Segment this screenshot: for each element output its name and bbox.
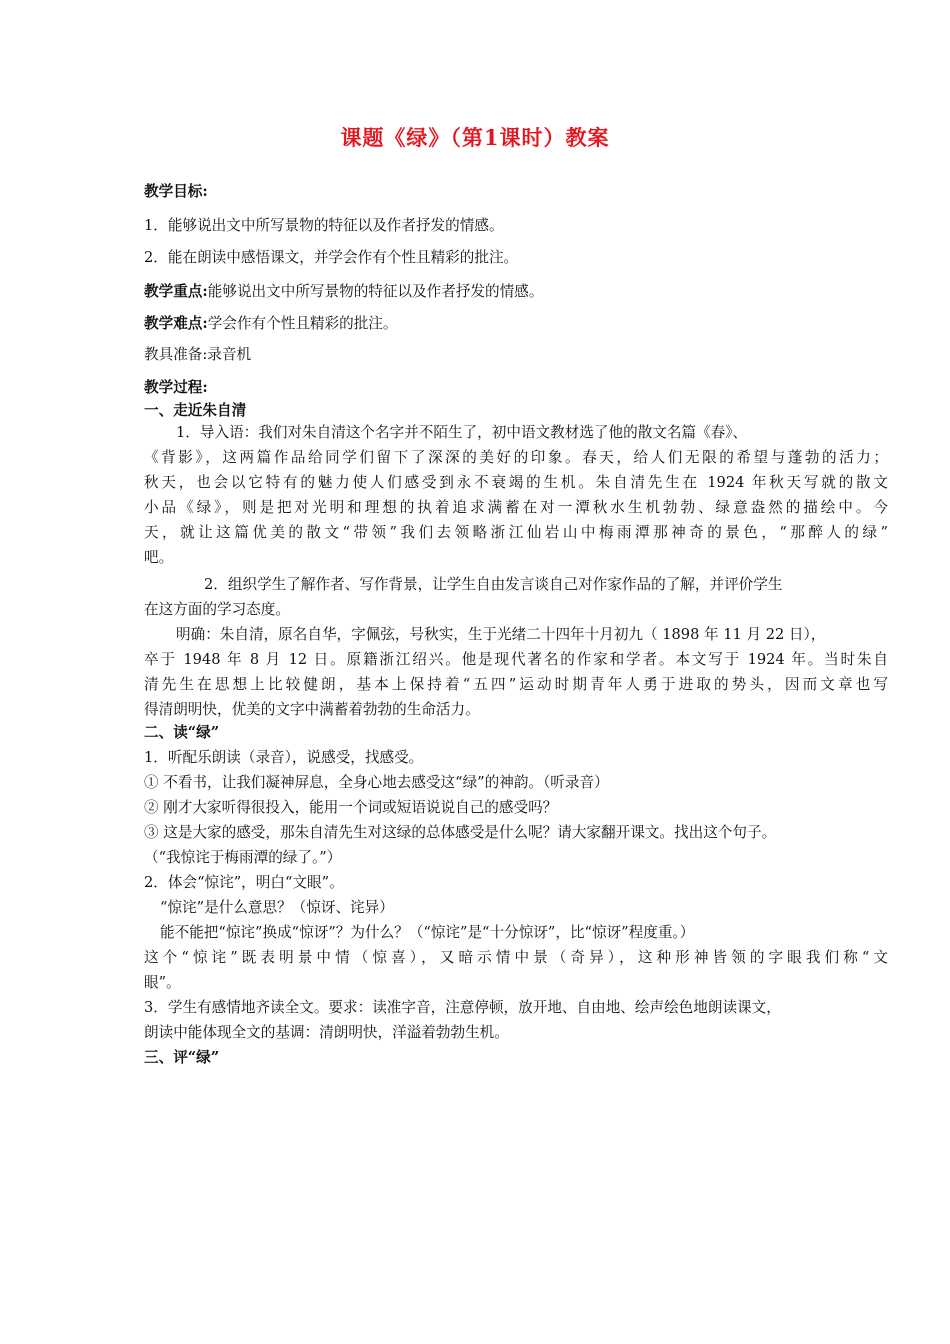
section-3-heading: 三、评“绿” — [144, 1049, 220, 1066]
paragraph-line: ③ 这是大家的感受，那朱自清先生对这绿的总体感受是什么呢？请大家翻开课文。找出这个句子。 — [144, 824, 777, 841]
objective-1: 1．能够说出文中所写景物的特征以及作者抒发的情感。 — [144, 217, 504, 234]
paragraph-line: 1．听配乐朗读（录音），说感受，找感受。 — [144, 749, 424, 766]
paragraph-line: 秋天，也会以它特有的魅力使人们感受到永不衰竭的生机。朱自清先生在 1924 年秋天写就的散文 — [144, 474, 888, 491]
paragraph-line: 眼”。 — [144, 974, 181, 991]
paragraph-line: 天，就让这篇优美的散文“带领”我们去领略浙江仙岩山中梅雨潭那神奇的景色，“那醉人的绿” — [144, 524, 888, 541]
paragraph-line: 得清朗明快，优美的文字中满蓄着勃勃的生命活力。 — [144, 701, 480, 718]
paragraph-line: 明确：朱自清，原名自华，字佩弦，号秋实，生于光绪二十四年十月初九（ 1898 年 11 月 22 日）， — [176, 626, 826, 643]
paragraph-line: 小品《绿》，则是把对光明和理想的执着追求满蓄在对一潭秋水生机勃勃、绿意盎然的描绘中。今 — [144, 499, 888, 516]
paragraph-line: 3．学生有感情地齐读全文。要求：读准字音，注意停顿，放开地、自由地、绘声绘色地朗读课文， — [144, 999, 781, 1016]
key-point-text: 能够说出文中所写景物的特征以及作者抒发的情感。 — [207, 283, 544, 300]
paragraph-line: ② 刚才大家听得很投入，能用一个词或短语说说自己的感受吗？ — [144, 799, 558, 816]
paragraph-line: 2．组织学生了解作者、写作背景，让学生自由发言谈自己对作家作品的了解，并评价学生 — [204, 576, 783, 593]
paragraph-line: 2．体会“惊诧”，明白“文眼”。 — [144, 874, 344, 891]
paragraph-line: ① 不看书，让我们凝神屏息，全身心地去感受这“绿”的神韵。（听录音） — [144, 774, 609, 791]
key-point-label: 教学重点: — [144, 283, 208, 300]
section-1-heading: 一、走近朱自清 — [144, 402, 247, 419]
objectives-heading: 教学目标: — [144, 183, 208, 200]
paragraph-line: 这个“惊诧”既表明景中情（惊喜），又暗示情中景（奇异），这种形神皆领的字眼我们称“文 — [144, 949, 888, 966]
paragraph-line: 卒于 1948 年 8 月 12 日。原籍浙江绍兴。他是现代著名的作家和学者。本文写于 1924 年。当时朱自 — [144, 651, 888, 668]
difficulty-label: 教学难点: — [144, 315, 208, 332]
tools-line: 教具准备:录音机 — [144, 346, 252, 363]
paragraph-line: （“我惊诧于梅雨潭的绿了。”） — [144, 849, 342, 866]
paragraph-line: 《背影》，这两篇作品给同学们留下了深深的美好的印象。春天，给人们无限的希望与蓬勃的活力； — [144, 449, 888, 466]
paragraph-line: 朗读中能体现全文的基调：清朗明快，洋溢着勃勃生机。 — [144, 1024, 509, 1041]
section-2-heading: 二、读“绿” — [144, 724, 220, 741]
objective-2: 2．能在朗读中感悟课文，并学会作有个性且精彩的批注。 — [144, 249, 519, 266]
paragraph-line: 在这方面的学习态度。 — [144, 601, 290, 618]
page-title: 课题《绿》（第1课时）教案 — [340, 125, 610, 150]
paragraph-line: 清先生在思想上比较健朗，基本上保持着“五四”运动时期青年人勇于进取的势头，因而文章也写 — [144, 676, 888, 693]
key-point — [144, 282, 543, 302]
difficulty-text: 学会作有个性且精彩的批注。 — [207, 315, 398, 332]
process-heading: 教学过程: — [144, 379, 208, 396]
difficulty — [144, 314, 398, 334]
paragraph-line: 1．导入语：我们对朱自清这个名字并不陌生了，初中语文教材选了他的散文名篇《春》、 — [176, 424, 748, 441]
paragraph-line: 吧。 — [144, 549, 174, 566]
paragraph-line: “惊诧”是什么意思？（惊讶、诧异） — [160, 899, 394, 916]
paragraph-line: 能不能把“惊诧”换成“惊讶”？为什么？（“惊诧”是“十分惊讶”，比“惊讶”程度重。） — [160, 924, 695, 941]
